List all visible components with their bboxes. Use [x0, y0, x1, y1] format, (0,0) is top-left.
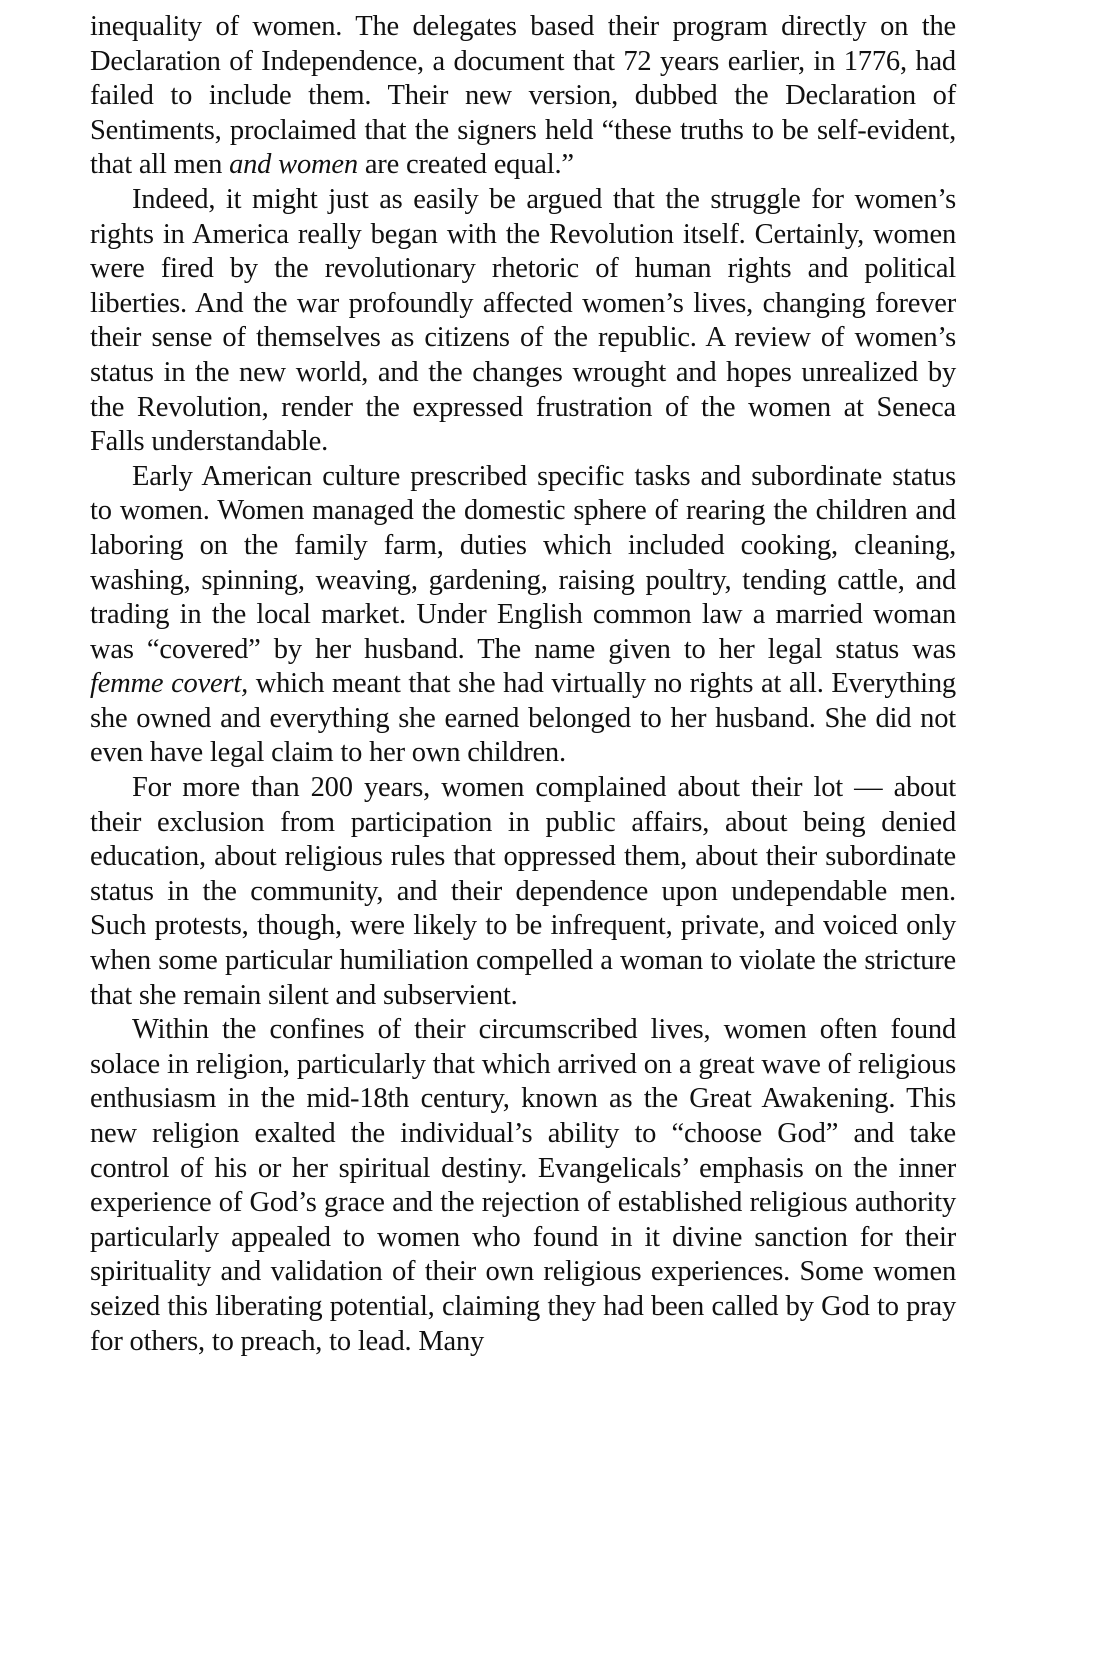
text-segment: are created equal.” [357, 149, 574, 181]
emphasis-text: and women [229, 149, 358, 181]
paragraph-great-awakening [90, 1013, 956, 1359]
paragraph-two-hundred-years [90, 771, 956, 1013]
text-segment: Indeed, it might just as easily be argued that the struggle for women’s rights in America really began with the Revolution itself. Certainly, women were fired by the revolutionary rhetoric of human rights and political liberties. And the war profoundly affected women’s lives, changing forever their sense of themselves as citizens of the republic. A review of women’s status in the new world, and the changes wrought and hopes unrealized by the Revolution, render the expressed frustration of the women at Seneca Falls understandable. [90, 183, 956, 458]
paragraph-early-american-culture [90, 460, 956, 771]
text-segment: inequality of women. The delegates based their program directly on the Declaration of Independence, a document that 72 years earlier, in 1776, had failed to include them. Their new version, dubbed the Declaration of Sentiments, proclaimed that the signers held “these truths to be self-evident, that all men [90, 11, 956, 181]
document-page [90, 10, 956, 1359]
paragraph-revolution [90, 183, 956, 460]
text-segment: Early American culture prescribed specific tasks and subordinate status to women. Women managed the domestic sphere of rearing the children and laboring on the family farm, duties which included cooking, cleaning, washing, spinning, weaving, gardening, raising poultry, tending cattle, and trading in the local market. Under English common law a married woman was “covered” by her husband. The name given to her legal status was [90, 460, 956, 665]
text-segment: For more than 200 years, women complained about their lot — about their exclusion from participation in public affairs, about being denied education, about religious rules that oppressed them, about their subordinate status in the community, and their dependence upon undependable men. Such protests, though, were likely to be infrequent, private, and voiced only when some particular humiliation compelled a woman to violate the stricture that she remain silent and subservient. [90, 772, 956, 1011]
text-segment: which meant that she had virtually no rights at all. Everything she owned and everything she earned belonged to her husband. She did not even have legal claim to her own children. [90, 668, 956, 769]
emphasis-text: femme covert, [90, 668, 249, 700]
text-segment: Within the confines of their circumscribed lives, women often found solace in religion, particularly that which arrived on a great wave of religious enthusiasm in the mid-18th century, known as the Great Awakening. This new religion exalted the individual’s ability to “choose God” and take control of his or her spiritual destiny. Evangelicals’ emphasis on the inner experience of God’s grace and the rejection of established religious authority particularly appealed to women who found in it divine sanction for their spirituality and validation of their own religious experiences. Some women seized this liberating potential, claiming they had been called by God to pray for others, to preach, to lead. Many [90, 1014, 956, 1357]
paragraph-declaration-of-sentiments [90, 10, 956, 183]
